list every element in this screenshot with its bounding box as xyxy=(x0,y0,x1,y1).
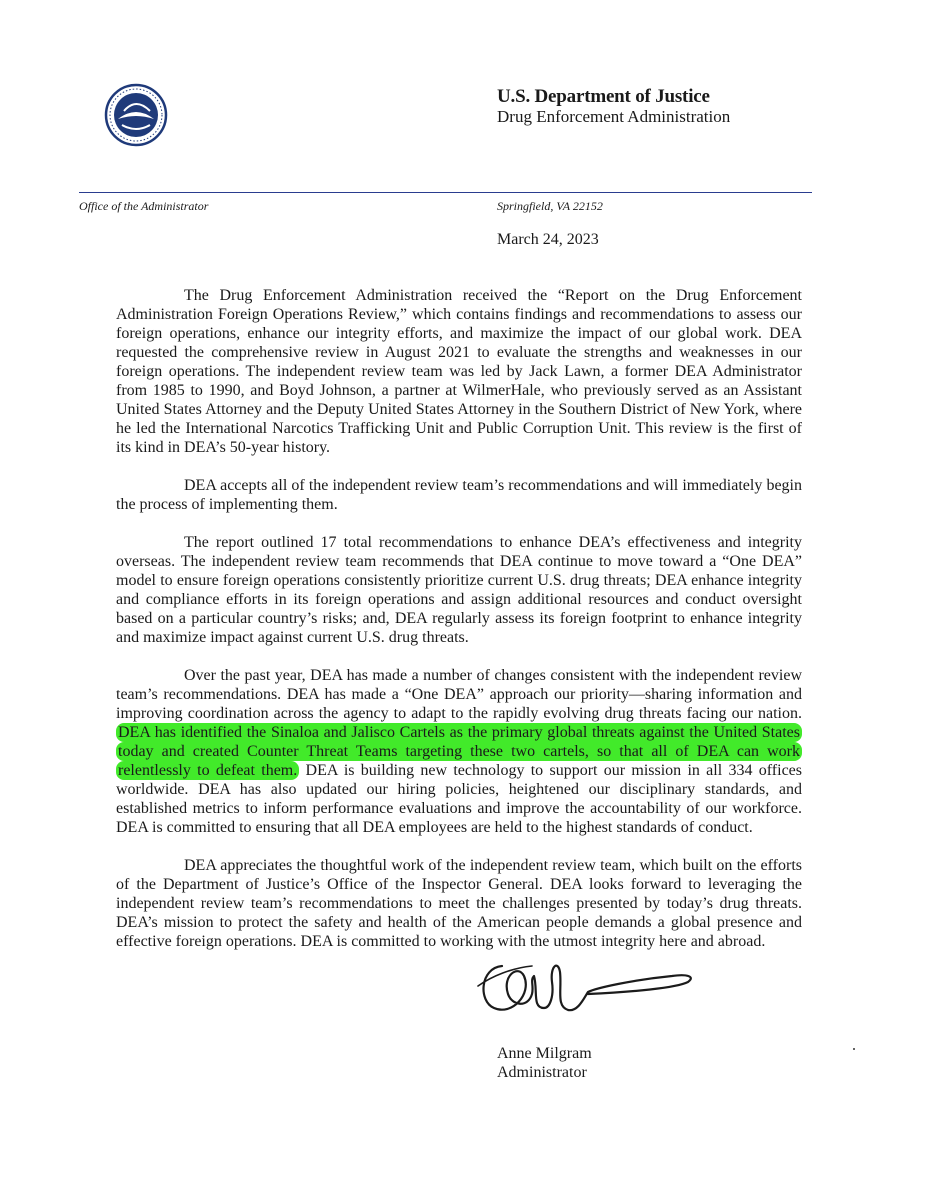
department-title: U.S. Department of Justice xyxy=(497,86,710,107)
paragraph-4-start: Over the past year, DEA has made a number of changes consistent with the independent review team’s recommendations. DEA has made a “One DEA” approach our priority—sharing information and improving coordination across the agency to adapt to the rapidly evolving drug threats facing our nation. xyxy=(116,667,802,722)
signer-name: Anne Milgram xyxy=(497,1045,592,1062)
highlighted-text: DEA has identified the Sinaloa and Jalisco Cartels as the primary global threats against the United States today and created Counter Threat Teams targeting these two cartels, so that all of DEA can work relentlessly to defeat them. xyxy=(118,724,800,779)
paragraph-1: The Drug Enforcement Administration received the “Report on the Drug Enforcement Administration Foreign Operations Review,” which contains findings and recommendations to assess our foreign operations, enhance our integrity efforts, and maximize the impact of our global work. DEA requested the comprehensive review in August 2021 to evaluate the strengths and weaknesses in our foreign operations. The independent review team was led by Jack Lawn, a former DEA Administrator from 1985 to 1990, and Boyd Johnson, a partner at WilmerHale, who previously served as an Assistant United States Attorney and the Deputy United States Attorney in the Southern District of New York, where he led the International Narcotics Trafficking Unit and Public Corruption Unit. This review is the first of its kind in DEA’s 50-year history. xyxy=(116,287,802,456)
signer-title: Administrator xyxy=(497,1064,587,1081)
letter-body xyxy=(116,286,802,951)
paragraph-5: DEA appreciates the thoughtful work of the independent review team, which built on the efforts of the Department of Justice’s Office of the Inspector General. DEA looks forward to leveraging the independent review team’s recommendations to meet the challenges presented by today’s drug threats. DEA’s mission to protect the safety and health of the American people demands a global presence and effective foreign operations. DEA is committed to working with the utmost integrity here and abroad. xyxy=(116,857,802,950)
letter-date: March 24, 2023 xyxy=(497,231,599,248)
city-label: Springfield, VA 22152 xyxy=(497,199,603,213)
agency-name: Drug Enforcement Administration xyxy=(497,107,731,126)
paragraph-4 xyxy=(116,666,802,837)
dea-seal-icon xyxy=(104,83,168,147)
paragraph-4-end: DEA is building new technology to support our mission in all 334 offices worldwide. DEA has also updated our hiring policies, heightened our disciplinary standards, and established metrics to inform performance evaluations and improve the accountability of our workforce. DEA is committed to ensuring that all DEA employees are held to the highest standards of conduct. xyxy=(116,762,802,836)
paragraph-3: The report outlined 17 total recommendations to enhance DEA’s effectiveness and integrity overseas. The independent review team recommends that DEA continue to move toward a “One DEA” model to ensure foreign operations consistently prioritize current U.S. drug threats; DEA enhance integrity and compliance efforts in its foreign operations and assign additional resources and conduct oversight based on a particular country’s risks; and, DEA regularly assess its foreign footprint to enhance integrity and maximize impact against current U.S. drug threats. xyxy=(116,534,802,646)
scan-speck xyxy=(853,1048,855,1050)
office-label: Office of the Administrator xyxy=(79,199,209,213)
paragraph-2: DEA accepts all of the independent review team’s recommendations and will immediately begin the process of implementing them. xyxy=(116,477,802,513)
header-rule xyxy=(79,192,812,193)
handwritten-signature-icon xyxy=(472,946,702,1034)
